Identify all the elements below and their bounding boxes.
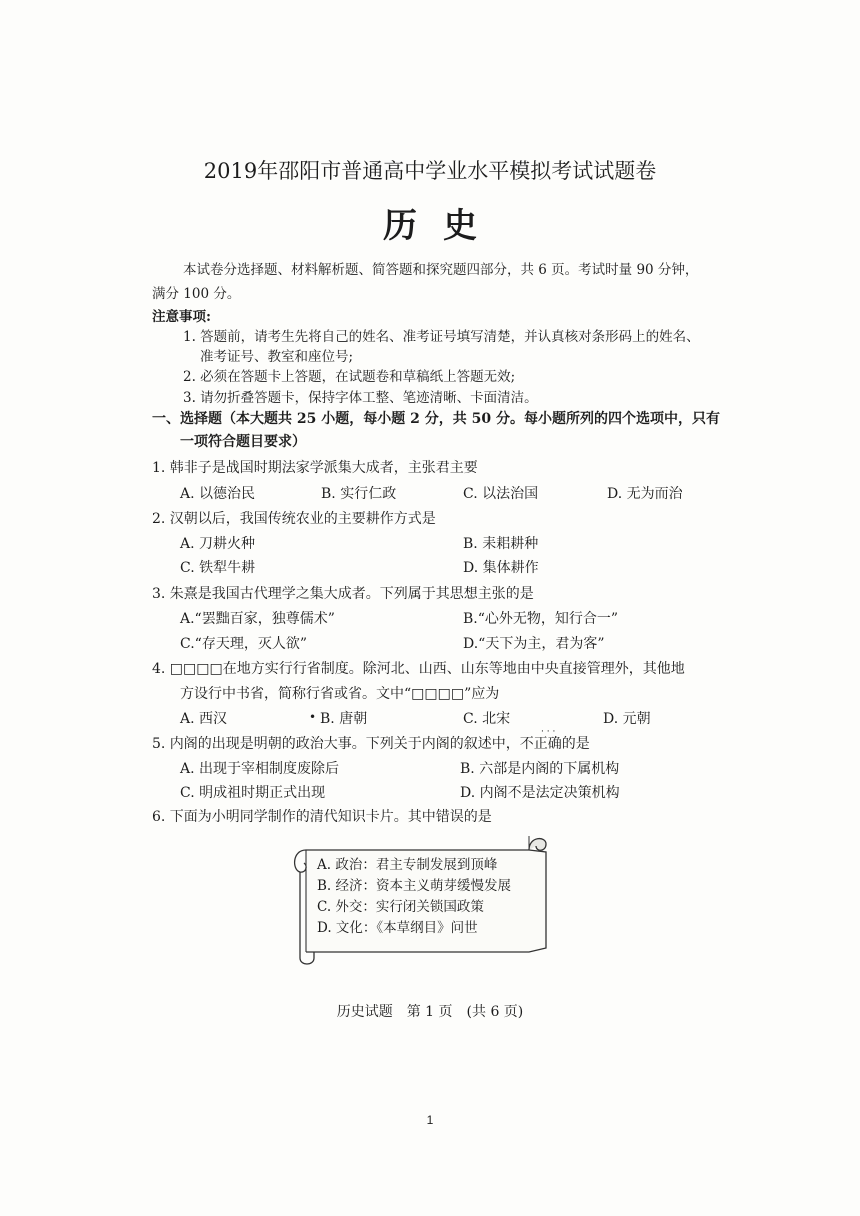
- option-d: D. 内阁不是法定决策机构: [460, 785, 620, 801]
- option-a: A. 刀耕火种: [180, 536, 256, 552]
- note-item: 准考证号、教室和座位号;: [200, 349, 354, 365]
- option-d: D. 无为而治: [607, 486, 683, 502]
- question-stem: 6. 下面为小明同学制作的清代知识卡片。其中错误的是: [152, 809, 492, 825]
- option-c: C. 北宋: [463, 711, 511, 727]
- intro-line-1: 本试卷分选择题、材料解析题、简答题和探究题四部分，共 6 页。考试时量 90 分钟，: [183, 262, 699, 278]
- page-number: 1: [426, 1113, 434, 1127]
- option-c: C. 以法治国: [463, 486, 539, 502]
- card-line-b: B. 经济：资本主义萌芽缓慢发展: [317, 878, 512, 894]
- intro-line-2: 满分 100 分。: [152, 286, 241, 302]
- option-b: B. 唐朝: [320, 711, 368, 727]
- emphasis-dots: · · ·: [541, 727, 556, 737]
- notes-heading: 注意事项:: [152, 309, 211, 325]
- note-item: 2. 必须在答题卡上答题，在试题卷和草稿纸上答题无效;: [183, 369, 516, 385]
- option-a: A.“罢黜百家，独尊儒术”: [180, 611, 335, 627]
- question-stem: 5. 内阁的出现是明朝的政治大事。下列关于内阁的叙述中，不正确的是: [152, 736, 590, 752]
- question-stem: 1. 韩非子是战国时期法家学派集大成者，主张君主要: [152, 460, 478, 476]
- option-c: C. 明成祖时期正式出现: [180, 785, 326, 801]
- option-a: A. 西汉: [180, 711, 228, 727]
- card-line-d: D. 文化：《本草纲目》问世: [317, 920, 478, 936]
- option-d: D.“天下为主，君为客”: [463, 636, 605, 652]
- option-b: B. 六部是内阁的下属机构: [460, 761, 620, 777]
- option-c: C.“存天理，灭人欲”: [180, 636, 307, 652]
- stray-dot-mark: •: [309, 710, 317, 724]
- note-item: 1. 答题前，请考生先将自己的姓名、准考证号填写清楚，并认真核对条形码上的姓名、: [183, 329, 700, 345]
- option-b: B.“心外无物，知行合一”: [463, 611, 619, 627]
- option-a: A. 以德治民: [180, 486, 256, 502]
- option-d: D. 元朝: [603, 711, 651, 727]
- card-line-c: C. 外交：实行闭关锁国政策: [317, 899, 484, 915]
- question-stem: 3. 朱熹是我国古代理学之集大成者。下列属于其思想主张的是: [152, 586, 534, 602]
- question-stem: 2. 汉朝以后，我国传统农业的主要耕作方式是: [152, 511, 436, 527]
- section-heading-cont: 一项符合题目要求）: [180, 434, 306, 450]
- option-c: C. 铁犁牛耕: [180, 560, 256, 576]
- exam-title: 2019年邵阳市普通高中学业水平模拟考试试题卷: [203, 159, 657, 183]
- option-b: B. 实行仁政: [321, 486, 397, 502]
- page-footer: 历史试题 第 1 页 (共 6 页): [336, 1004, 524, 1020]
- subject-title: 历史: [383, 206, 503, 246]
- option-d: D. 集体耕作: [463, 560, 539, 576]
- option-b: B. 耒耜耕种: [463, 536, 539, 552]
- section-heading: 一、选择题（本大题共 25 小题，每小题 2 分，共 50 分。每小题所列的四个选项中，只有: [152, 411, 720, 427]
- question-stem-cont: 方设行中书省，简称行省或省。文中“□□□□”应为: [180, 686, 500, 702]
- card-line-a: A. 政治：君主专制发展到顶峰: [317, 857, 498, 873]
- question-stem: 4. □□□□在地方实行行省制度。除河北、山西、山东等地由中央直接管理外，其他地: [152, 661, 685, 677]
- note-item: 3. 请勿折叠答题卡，保持字体工整、笔迹清晰、卡面清洁。: [183, 390, 538, 406]
- option-a: A. 出现于宰相制度废除后: [180, 761, 340, 777]
